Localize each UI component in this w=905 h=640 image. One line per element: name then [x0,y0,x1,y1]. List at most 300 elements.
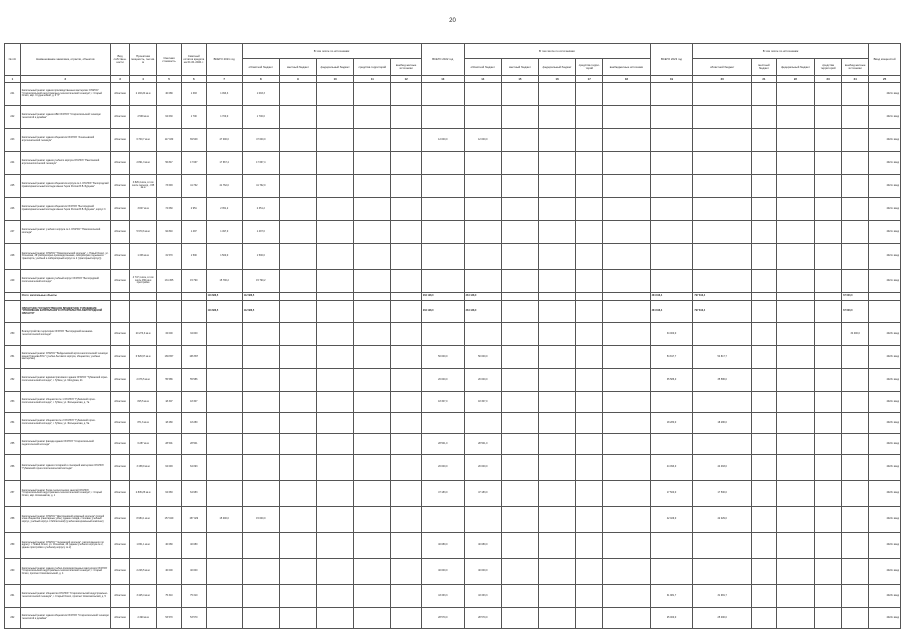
table-cell [603,83,650,106]
table-cell: 117 030 [157,129,182,152]
subtotal-row [5,293,901,301]
table-cell: 18 307,0 [464,392,501,413]
table-cell [842,507,869,533]
table-cell [815,585,842,608]
table-cell: 247 [5,221,21,244]
table-cell: 797 816,4 [693,293,752,301]
table-row [5,585,901,608]
table-cell: Капитальный ремонт здания АБК ОГАПОУ "Старооскольский техникум технологий и дизайна" [20,106,110,129]
table-cell: 17 667,4 [242,152,279,175]
table-cell: 12 000,0 [421,129,464,152]
table-cell [317,198,354,221]
col-total-2021-header: ВСЕГО 2021 год [206,44,242,76]
table-cell [421,175,464,198]
table-cell: 25 000,0 [693,608,752,629]
table-cell: 264 128,0 [421,301,464,323]
table-cell: 2022г. ввод [869,434,901,455]
table-cell: 260 [5,559,21,585]
table-cell [206,481,242,507]
table-cell [776,323,814,346]
table-cell [354,413,391,434]
table-cell [279,533,316,559]
table-cell [815,221,842,244]
table-cell: областная [110,608,129,629]
table-cell [391,270,421,293]
table-cell [354,175,391,198]
table-cell: Капитальный ремонт здания общежития ОГАПОУ "Белгородский правоохранительный колледж имени Героя России В.В. Бурцева", корпус 3 [20,198,110,221]
table-cell [464,198,501,221]
table-cell [752,346,777,369]
table-cell [842,129,869,152]
table-cell [206,585,242,608]
table-cell [391,608,421,629]
table-cell: 1 093,3 [242,83,279,106]
table-cell [815,152,842,175]
table-cell [539,369,576,392]
table-cell: 2 351,2 [242,198,279,221]
column-number: 16 [539,76,576,83]
table-row [5,106,901,129]
table-cell: областная [110,369,129,392]
table-cell [776,559,814,585]
table-cell [776,608,814,629]
table-cell [776,346,814,369]
table-cell [539,481,576,507]
table-cell [869,293,901,301]
table-cell: областная [110,270,129,293]
table-cell [421,323,464,346]
table-cell [317,129,354,152]
table-cell [650,270,693,293]
table-cell [181,293,206,301]
table-cell: 3 158,9 кв.м [130,455,157,481]
col-total-2022-header: ВСЕГО 2022 год [421,44,464,76]
table-cell [842,244,869,270]
table-cell [842,175,869,198]
table-cell [603,455,650,481]
table-cell [815,346,842,369]
table-cell [391,323,421,346]
table-cell [539,106,576,129]
table-cell [464,152,501,175]
table-cell [539,585,576,608]
table-cell [693,270,752,293]
table-cell [317,481,354,507]
table-cell [815,83,842,106]
table-cell [603,434,650,455]
table-cell: 256 [5,455,21,481]
table-cell [842,106,869,129]
table-cell: 53 570 [157,608,182,629]
table-cell: 248 [5,244,21,270]
table-cell [279,270,316,293]
table-cell: Благоустройство территории ОГАПОУ "Белгородский механико-технологический колледж" [20,323,110,346]
table-cell [242,585,279,608]
table-cell [815,413,842,434]
table-cell [317,346,354,369]
table-cell: 1 500 [181,244,206,270]
table-cell: 2023г. ввод [869,369,901,392]
table-cell [603,221,650,244]
table-cell [242,413,279,434]
table-cell [539,175,576,198]
table-row [5,559,901,585]
table-cell [576,392,603,413]
table-cell: 2023г. ввод [869,323,901,346]
table-cell: 245 [5,175,21,198]
table-cell [603,585,650,608]
table-cell [693,323,752,346]
table-cell [421,221,464,244]
table-cell: областная [110,198,129,221]
table-cell: 34 000,0 [842,323,869,346]
table-cell [842,559,869,585]
table-cell [693,129,752,152]
table-cell [576,434,603,455]
table-cell [501,198,538,221]
table-cell [279,244,316,270]
table-cell: 113 686,5 [206,301,242,323]
table-cell [539,293,576,301]
table-cell [501,175,538,198]
table-cell [539,392,576,413]
table-cell [501,559,538,585]
table-row [5,369,901,392]
table-cell [354,346,391,369]
table-cell [242,481,279,507]
table-cell [842,481,869,507]
table-cell [842,221,869,244]
table-cell [130,293,157,301]
col-owner-header: Вид собствен-ности [110,44,129,76]
table-cell: 5 970,6 кв.м [130,221,157,244]
table-cell: 64 683 [157,481,182,507]
table-cell [317,83,354,106]
table-cell: 69 549 [181,129,206,152]
table-cell [603,293,650,301]
table-cell: 249 [5,270,21,293]
table-cell: 18 280,0 [693,413,752,434]
table-cell [815,106,842,129]
table-cell [317,244,354,270]
table-cell: областная [110,244,129,270]
table-cell [317,152,354,175]
table-cell [279,175,316,198]
table-cell [539,152,576,175]
territory-2022-header: средства терри-торий [576,59,603,76]
table-cell [391,455,421,481]
table-cell: 50 000,0 [421,346,464,369]
table-cell: 131 455 [157,270,182,293]
table-cell [501,533,538,559]
table-cell: 1 093,3 [206,83,242,106]
table-cell [603,244,650,270]
table-cell [776,129,814,152]
column-number: 10 [317,76,354,83]
table-cell [815,244,842,270]
table-cell [206,392,242,413]
table-cell [501,221,538,244]
table-cell [242,434,279,455]
table-cell [650,559,693,585]
sources-2021-header: В том числе по источникам: [242,44,421,59]
table-cell: 47 183,0 [464,481,501,507]
federal-2022-header: федеральный бюджет [539,59,576,76]
table-cell: 41 762 [181,175,206,198]
table-cell: 3 425,4 кв.м [130,585,157,608]
column-number: 9 [279,76,316,83]
table-cell [279,129,316,152]
table-cell [354,481,391,507]
table-cell [206,369,242,392]
table-cell [842,369,869,392]
table-cell [157,301,182,323]
table-cell: 15 000,0 [206,507,242,533]
table-cell [539,455,576,481]
table-cell: 2021г. ввод [869,244,901,270]
table-cell [421,507,464,533]
table-cell [842,533,869,559]
page-number: 20 [449,18,456,24]
table-cell [354,608,391,629]
table-cell [354,83,391,106]
table-cell [576,413,603,434]
col-num-header: № п/п [5,44,21,76]
table-cell [501,301,538,323]
table-cell: 2024г. ввод [869,608,901,629]
col-total-2023-header: ВСЕГО 2023 год [650,44,693,76]
table-cell: Капитальный ремонт ОГАПОУ "Чернянский колледж", расположенного по адресу: г. Новый Оскол, ул. Успенская, 46 (здание учебного корпуса № 2, здание пристройки к учебному корпусу № 2) [20,533,110,559]
table-cell [391,301,421,323]
table-cell: Итого: капитальные объекты [20,293,110,301]
table-cell [501,152,538,175]
table-cell [421,413,464,434]
table-cell [815,175,842,198]
table-cell: 2021г. ввод [869,83,901,106]
table-cell: 40 000,0 [464,559,501,585]
table-cell [869,301,901,323]
table-cell [576,481,603,507]
table-cell: 18 280,0 [650,413,693,434]
table-cell [354,323,391,346]
table-cell [539,559,576,585]
table-cell [815,323,842,346]
table-cell: 44 093,0 [693,455,752,481]
table-cell [206,455,242,481]
table-cell: 18 280 [181,413,206,434]
table-cell [5,301,21,323]
table-cell [421,198,464,221]
table-cell [650,221,693,244]
table-cell [576,559,603,585]
column-number: 2 [20,76,110,83]
table-cell: 50 000,0 [464,346,501,369]
table-cell [603,533,650,559]
table-cell [501,129,538,152]
table-cell [693,198,752,221]
table-cell [576,293,603,301]
table-cell [501,270,538,293]
table-cell [603,608,650,629]
table-cell: 1 700 [181,106,206,129]
table-cell [776,585,814,608]
table-cell: 252 [5,369,21,392]
table-cell [501,106,538,129]
column-number: 14 [464,76,501,83]
table-row [5,481,901,507]
table-cell [5,293,21,301]
table-cell: 815,5 кв.м [130,392,157,413]
table-cell: 47 183,0 [421,481,464,507]
table-cell [501,413,538,434]
table-cell [539,346,576,369]
table-cell: 34 000 [181,323,206,346]
table-cell [464,83,501,106]
table-cell: 40 080 [181,533,206,559]
table-row [5,221,901,244]
table-cell [752,270,777,293]
table-cell [752,369,777,392]
table-cell [279,434,316,455]
table-cell [391,533,421,559]
investment-program-table [4,43,901,629]
table-cell: Капитальный ремонт фасада здания ОГАПОУ "Старооскольский педагогический колледж" [20,434,110,455]
table-cell [421,244,464,270]
table-cell: 261 [5,585,21,608]
table-cell [391,507,421,533]
table-cell [391,198,421,221]
col-cost-header: Сметная стоимость [157,44,182,76]
table-cell: 64 093 [157,455,182,481]
table-cell [181,301,206,323]
table-cell [752,129,777,152]
column-number: 19 [650,76,693,83]
col-commission-header: Ввод мощностей [869,44,901,76]
table-cell: 64 683 [181,481,206,507]
table-cell [650,198,693,221]
table-cell: 17 667 [181,152,206,175]
table-cell: Капитальный ремонт здания столярной и слесарной мастерских ОГАПОУ "Губкинский горно-политехнический колледж" [20,455,110,481]
table-cell: 18 307 [181,392,206,413]
table-cell: 2021г. ввод [869,152,901,175]
table-cell [354,244,391,270]
table-cell: Капитальный ремонт здания учебный корпус ОГАПОУ "Белгородский политехнический колледж" [20,270,110,293]
table-cell: 2023г. ввод [869,455,901,481]
table-cell [464,413,501,434]
column-number: 11 [354,76,391,83]
table-cell [815,129,842,152]
table-cell: Капитальный ремонт учебного корпуса № 1 ОГАПОУ "Новооскольский колледж" [20,221,110,244]
table-cell [650,152,693,175]
table-cell: 28 501,0 [421,434,464,455]
table-cell: 28 501,0 [464,434,501,455]
table-cell [603,106,650,129]
table-cell: 55 586 [157,369,182,392]
table-row [5,455,901,481]
table-cell [317,455,354,481]
table-cell: 40 080,0 [421,533,464,559]
table-cell [603,152,650,175]
table-cell [279,323,316,346]
table-cell [317,559,354,585]
table-cell: 35 586,0 [693,369,752,392]
regional-2021-header: областной бюджет [242,59,279,76]
column-number: 8 [242,76,279,83]
table-row [5,270,901,293]
table-cell: Капитальный ремонт блока теоретических занятий ОГАПОУ "Старооскольский индустриально-технологический техникум", г. Старый Оскол, мкр. Космонавтов, д. 1 [20,481,110,507]
table-cell [501,293,538,301]
table-cell [391,559,421,585]
table-cell [354,455,391,481]
table-cell: 17 500,0 [650,481,693,507]
table-cell: 2 351,2 [206,198,242,221]
table-cell [650,129,693,152]
table-cell [354,106,391,129]
table-cell [752,608,777,629]
regional-2022-header: областной бюджет [464,59,501,76]
table-cell [279,455,316,481]
table-cell: Капитальный ремонт ОГАПОУ "Вейделевский агротехнологический техникум имени Грязнова В.М." (учебно-бытового корпуса, общежития, учебных мастерских) [20,346,110,369]
table-cell: 244 [5,152,21,175]
table-cell: 2 226,5 кв.м [130,559,157,585]
table-cell: 20 000,0 [421,369,464,392]
table-cell: областная [110,507,129,533]
table-cell [354,293,391,301]
table-cell: 44 093,0 [650,455,693,481]
table-cell: 257 [5,481,21,507]
table-cell [501,369,538,392]
table-cell: 40 000 [181,559,206,585]
table-cell: 2021г. ввод [869,221,901,244]
table-cell: областная [110,481,129,507]
table-cell [354,152,391,175]
table-cell: 2023г. ввод [869,346,901,369]
table-cell [576,244,603,270]
table-cell: 262 [5,608,21,629]
table-cell [279,608,316,629]
table-cell [842,413,869,434]
offbudget-2021-header: внебюд-жетные источники [391,59,421,76]
table-cell [279,198,316,221]
table-cell: 2021г. ввод [869,270,901,293]
table-cell: областная [110,83,129,106]
table-cell: 243 [5,129,21,152]
column-number: 22 [776,76,814,83]
table-cell: Капитальный ремонт административного здания ОГАПОУ "Губкинский горно-политехнический колледж", г. Губкин, ул. Мичурина, 21 [20,369,110,392]
table-cell [752,559,777,585]
table-cell: 2022г. ввод [869,559,901,585]
table-cell: 67 000,0 [842,293,869,301]
table-cell [391,392,421,413]
table-cell [693,244,752,270]
table-cell: 20 000,0 [464,455,501,481]
table-cell: 1 500,0 [242,244,279,270]
table-cell [752,293,777,301]
table-cell: 92 840 [157,221,182,244]
table-cell [391,369,421,392]
table-cell: 464 816,4 [650,301,693,323]
table-cell: 74 660 [157,198,182,221]
col-name-header: Наименование заказчика, отрасли, объектов [20,44,110,76]
table-cell [421,152,464,175]
column-number: 6 [181,76,206,83]
table-cell: 41 762,0 [206,175,242,198]
table-cell [354,559,391,585]
table-cell: 871,6 кв.м [130,413,157,434]
table-cell [815,301,842,323]
table-cell [576,369,603,392]
table-row [5,83,901,106]
